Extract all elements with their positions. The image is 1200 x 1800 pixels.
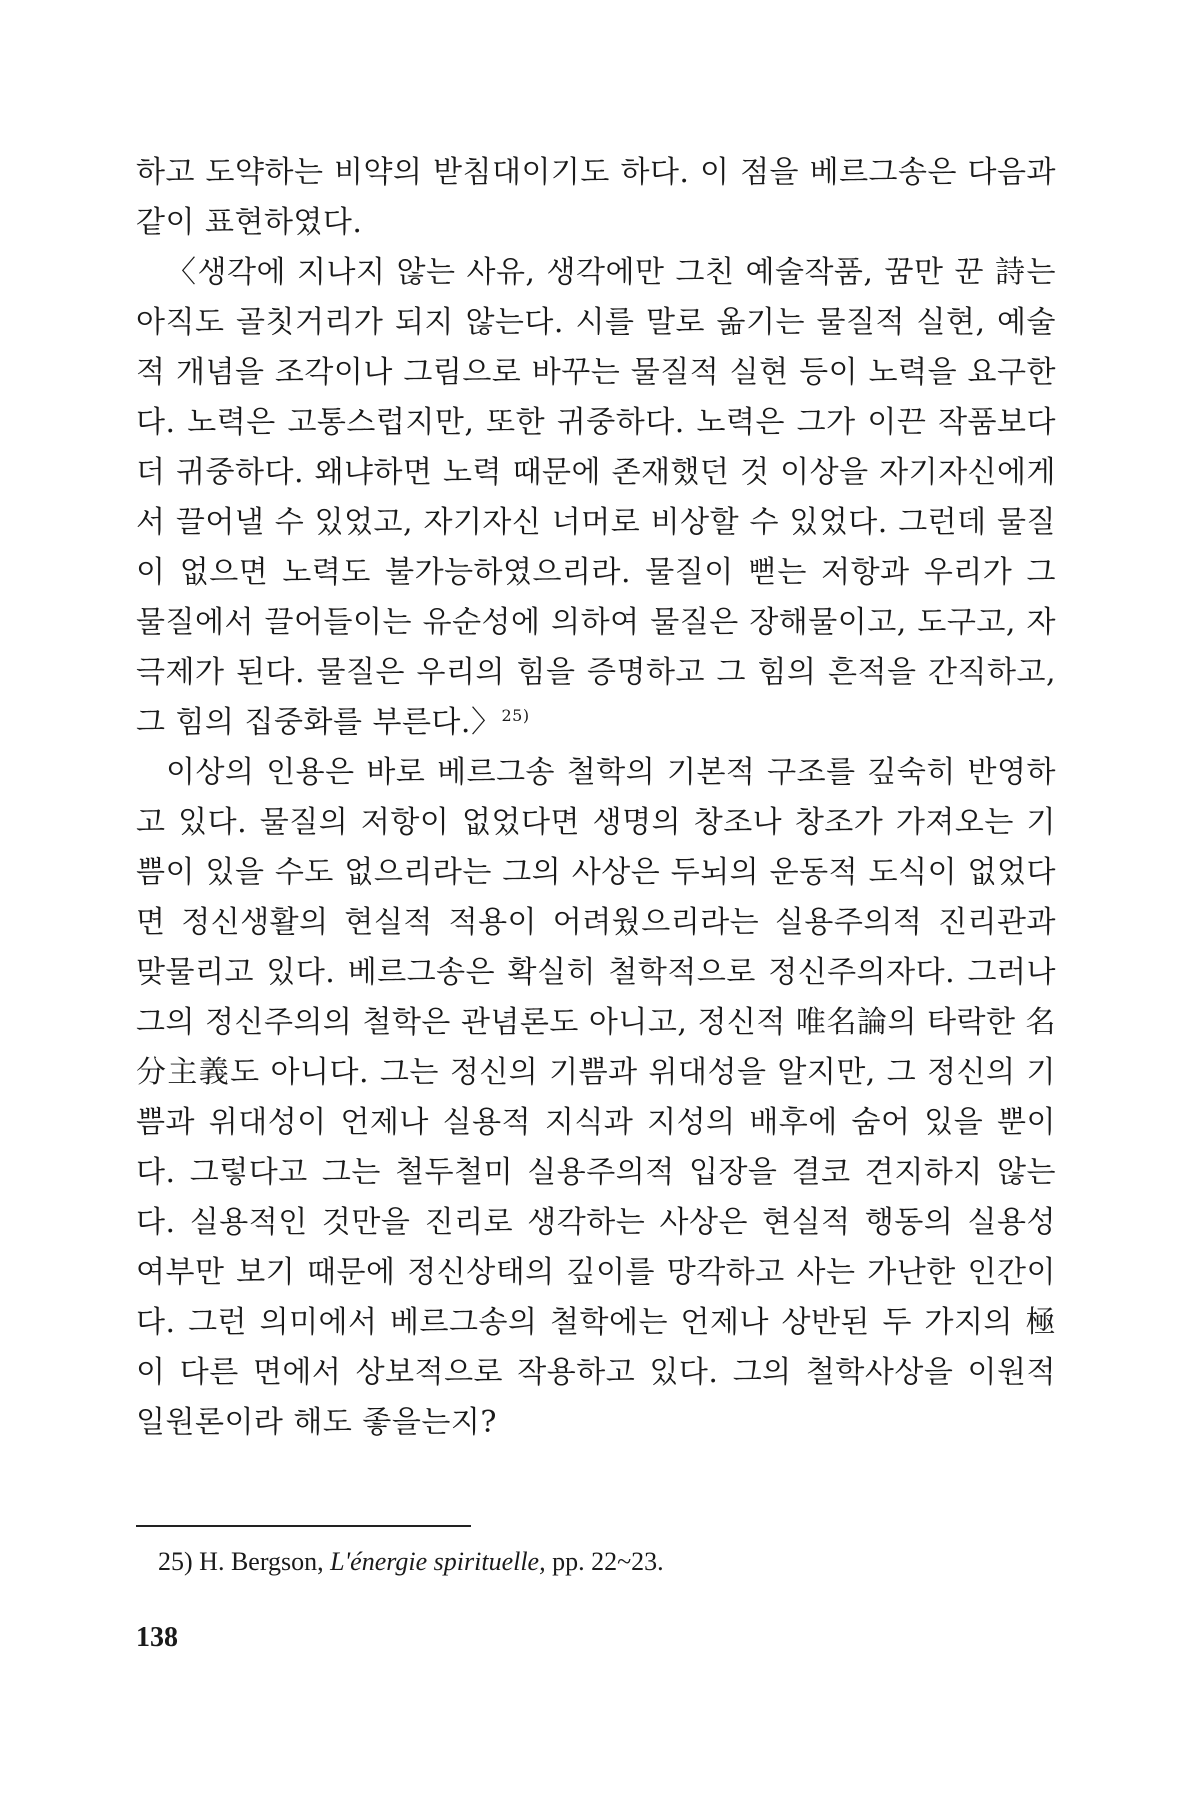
block-quote [136, 248, 1056, 748]
page-number: 138 [136, 1622, 178, 1653]
footnote-reference: 25) [501, 706, 530, 725]
body-text [136, 148, 1056, 1448]
paragraph-continuation: 하고 도약하는 비약의 받침대이기도 하다. 이 점을 베르그송은 다음과 같이 표현하였다. [136, 155, 1056, 240]
footnote-author: H. Bergson, [199, 1547, 324, 1576]
footnote-title: L'énergie spirituelle, [330, 1547, 546, 1576]
footnote [158, 1545, 1038, 1579]
footnote-pages: pp. 22~23. [552, 1547, 664, 1576]
quote-text: 〈생각에 지나지 않는 사유, 생각에만 그친 예술작품, 꿈만 꾼 詩는 아직도 골칫거리가 되지 않는다. 시를 말로 옮기는 물질적 실현, 예술적 개념을 조각이나 그림으로 바꾸는 물질적 실현 등이 노력을 요구한다. 노력은 고통스럽지만, 또한 귀중하다. 노력은 그가 이끈 작품보다 더 귀중하다. 왜냐하면 노력 때문에 존재했던 것 이상을 자기자신에게서 끌어낼 수 있었고, 자기자신 너머로 비상할 수 있었다. 그런데 물질이 없으면 노력도 불가능하였으리라. 물질이 뻗는 저항과 우리가 그 물질에서 끌어들이는 유순성에 의하여 물질은 장해물이고, 도구고, 자극제가 된다. 물질은 우리의 힘을 증명하고 그 힘의 흔적을 간직하고, 그 힘의 집중화를 부른다.〉 [136, 255, 1056, 740]
paragraph-commentary: 이상의 인용은 바로 베르그송 철학의 기본적 구조를 깊숙히 반영하고 있다. 물질의 저항이 없었다면 생명의 창조나 창조가 가져오는 기쁨이 있을 수도 없으리라는 그의 사상은 두뇌의 운동적 도식이 없었다면 정신생활의 현실적 적용이 어려웠으리라는 실용주의적 진리관과 맞물리고 있다. 베르그송은 확실히 철학적으로 정신주의자다. 그러나 그의 정신주의의 철학은 관념론도 아니고, 정신적 唯名論의 타락한 名分主義도 아니다. 그는 정신의 기쁨과 위대성을 알지만, 그 정신의 기쁨과 위대성이 언제나 실용적 지식과 지성의 배후에 숨어 있을 뿐이다. 그렇다고 그는 철두철미 실용주의적 입장을 결코 견지하지 않는다. 실용적인 것만을 진리로 생각하는 사상은 현실적 행동의 실용성 여부만 보기 때문에 정신상태의 깊이를 망각하고 사는 가난한 인간이다. 그런 의미에서 베르그송의 철학에는 언제나 상반된 두 가지의 極이 다른 면에서 상보적으로 작용하고 있다. 그의 철학사상을 이원적 일원론이라 해도 좋을는지? [136, 755, 1056, 1440]
footnote-number: 25) [158, 1547, 193, 1576]
footnote-divider [136, 1525, 471, 1527]
